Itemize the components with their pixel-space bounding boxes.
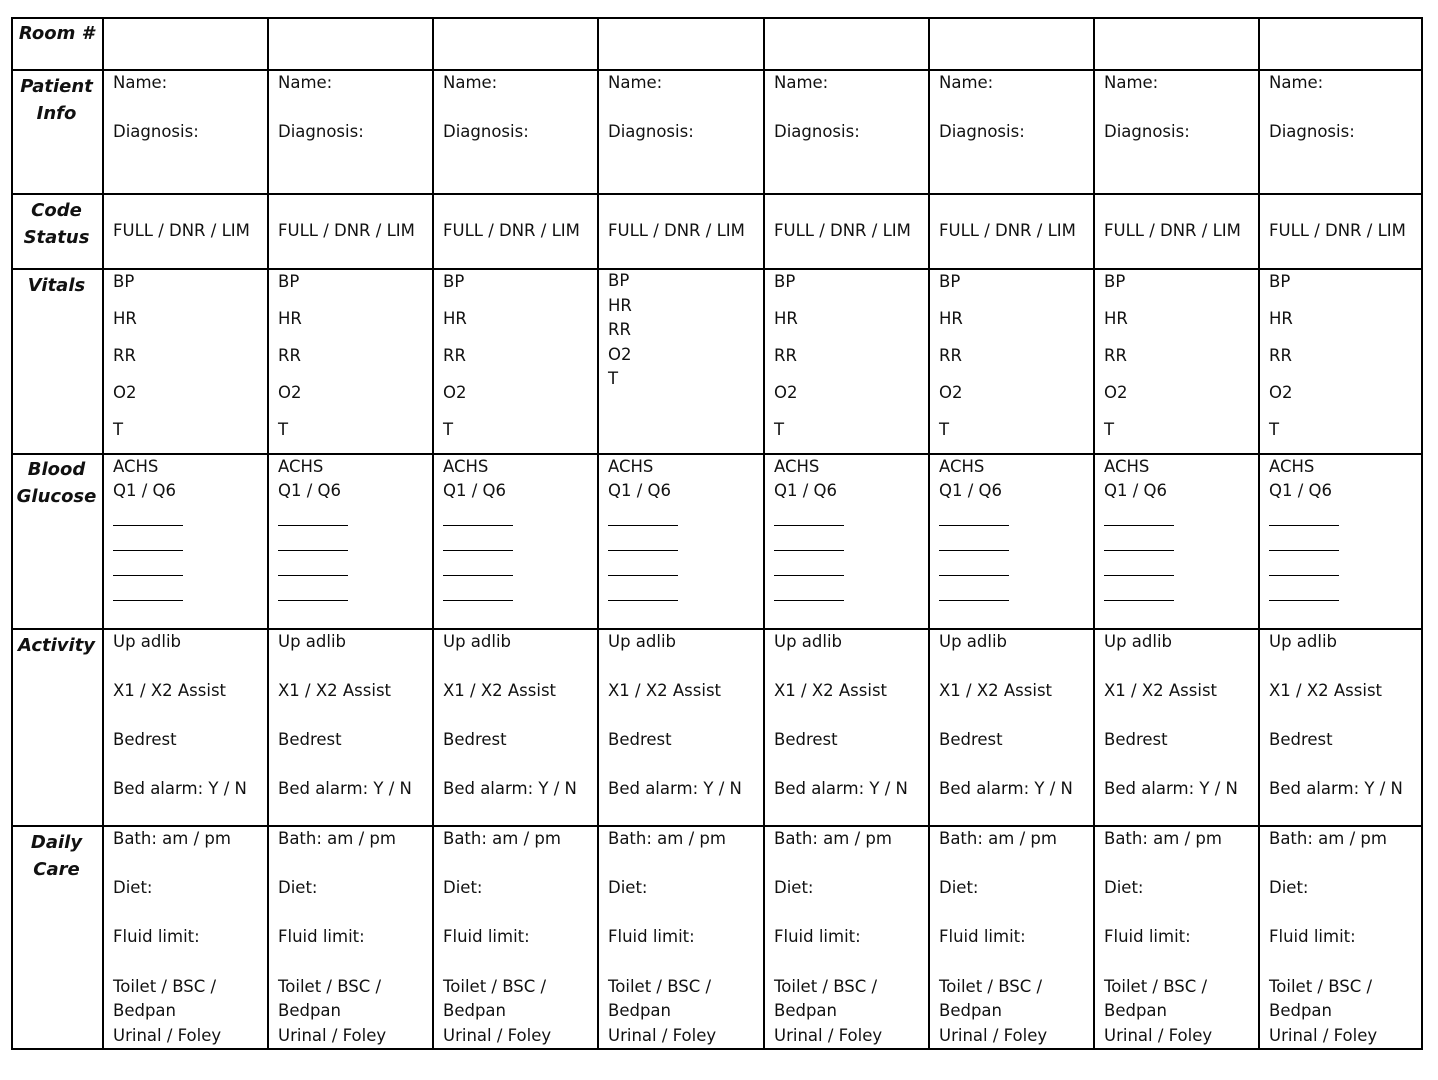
vital-rr: RR (1104, 346, 1127, 365)
vital-bp: BP (1104, 272, 1126, 291)
vital-bp: BP (1269, 272, 1291, 291)
glucose-schedule-1: Q1 / Q6 (608, 481, 672, 500)
grid-vline (597, 17, 599, 1050)
glucose-schedule-0: ACHS (113, 457, 159, 476)
grid-hline (11, 1048, 1423, 1050)
vital-hr: HR (278, 309, 302, 328)
glucose-blank-line (774, 575, 844, 576)
glucose-blank-line (608, 525, 678, 526)
name-label: Name: (939, 73, 994, 92)
vital-rr: RR (1269, 346, 1292, 365)
vital-hr: HR (774, 309, 798, 328)
daily-care-item-0: Bath: am / pm (443, 829, 561, 848)
activity-option-3: Bed alarm: Y / N (443, 779, 577, 798)
grid-vline (763, 17, 765, 1050)
grid-hline (11, 825, 1423, 827)
glucose-schedule-1: Q1 / Q6 (1104, 481, 1168, 500)
daily-care-item-1: Diet: (939, 878, 979, 897)
vital-t: T (278, 420, 289, 439)
vital-o2: O2 (1269, 383, 1293, 402)
glucose-blank-line (443, 575, 513, 576)
vital-rr: RR (443, 346, 466, 365)
activity-option-2: Bedrest (278, 730, 342, 749)
daily-care-item-5: Urinal / Foley (774, 1026, 883, 1045)
daily-care-item-2: Fluid limit: (1269, 927, 1356, 946)
code-status-options: FULL / DNR / LIM (443, 221, 580, 240)
glucose-schedule-0: ACHS (278, 457, 324, 476)
grid-hline (11, 268, 1423, 270)
vital-o2: O2 (443, 383, 467, 402)
glucose-blank-line (113, 550, 183, 551)
glucose-blank-line (278, 600, 348, 601)
glucose-blank-line (1104, 575, 1174, 576)
vital-t: T (608, 369, 619, 388)
diagnosis-label: Diagnosis: (608, 122, 694, 141)
code-status-options: FULL / DNR / LIM (278, 221, 415, 240)
activity-option-3: Bed alarm: Y / N (1269, 779, 1403, 798)
daily-care-item-3: Toilet / BSC / (939, 977, 1043, 996)
vital-o2: O2 (774, 383, 798, 402)
daily-care-item-2: Fluid limit: (278, 927, 365, 946)
activity-option-2: Bedrest (1104, 730, 1168, 749)
name-label: Name: (113, 73, 168, 92)
activity-option-1: X1 / X2 Assist (608, 681, 722, 700)
diagnosis-label: Diagnosis: (1104, 122, 1190, 141)
daily-care-item-2: Fluid limit: (774, 927, 861, 946)
patient-report-sheet (11, 17, 1423, 1050)
name-label: Name: (443, 73, 498, 92)
daily-care-item-2: Fluid limit: (113, 927, 200, 946)
grid-hline (11, 69, 1423, 71)
diagnosis-label: Diagnosis: (1269, 122, 1355, 141)
activity-option-1: X1 / X2 Assist (278, 681, 392, 700)
daily-care-item-1: Diet: (774, 878, 814, 897)
glucose-blank-line (113, 525, 183, 526)
activity-option-2: Bedrest (1269, 730, 1333, 749)
glucose-schedule-1: Q1 / Q6 (939, 481, 1003, 500)
glucose-blank-line (608, 600, 678, 601)
daily-care-item-2: Fluid limit: (1104, 927, 1191, 946)
activity-option-0: Up adlib (1269, 632, 1338, 651)
activity-option-3: Bed alarm: Y / N (278, 779, 412, 798)
glucose-blank-line (1104, 550, 1174, 551)
glucose-blank-line (443, 600, 513, 601)
vital-bp: BP (774, 272, 796, 291)
activity-option-3: Bed alarm: Y / N (939, 779, 1073, 798)
daily-care-item-3: Toilet / BSC / (1104, 977, 1208, 996)
vital-hr: HR (939, 309, 963, 328)
daily-care-item-1: Diet: (443, 878, 483, 897)
grid-vline (1421, 17, 1423, 1050)
grid-vline (102, 17, 104, 1050)
daily-care-item-5: Urinal / Foley (939, 1026, 1048, 1045)
vital-t: T (774, 420, 785, 439)
vital-rr: RR (939, 346, 962, 365)
row-header-code-status (11, 197, 102, 251)
name-label: Name: (608, 73, 663, 92)
activity-option-1: X1 / X2 Assist (1104, 681, 1218, 700)
code-status-options: FULL / DNR / LIM (1269, 221, 1406, 240)
glucose-blank-line (278, 550, 348, 551)
code-status-options: FULL / DNR / LIM (939, 221, 1076, 240)
grid-hline (11, 628, 1423, 630)
glucose-blank-line (608, 550, 678, 551)
daily-care-item-5: Urinal / Foley (1104, 1026, 1213, 1045)
glucose-blank-line (939, 575, 1009, 576)
vital-bp: BP (278, 272, 300, 291)
vital-rr: RR (113, 346, 136, 365)
glucose-schedule-0: ACHS (608, 457, 654, 476)
row-header-line: Activity (17, 635, 96, 656)
row-header-line: Glucose (16, 486, 97, 507)
activity-option-0: Up adlib (774, 632, 843, 651)
row-header-room (11, 20, 102, 47)
daily-care-item-2: Fluid limit: (939, 927, 1026, 946)
daily-care-item-4: Bedpan (443, 1001, 506, 1020)
activity-option-1: X1 / X2 Assist (113, 681, 227, 700)
vital-t: T (443, 420, 454, 439)
code-status-options: FULL / DNR / LIM (608, 221, 745, 240)
glucose-blank-line (113, 575, 183, 576)
vital-o2: O2 (113, 383, 137, 402)
name-label: Name: (774, 73, 829, 92)
row-header-line: Daily (30, 832, 83, 853)
daily-care-item-2: Fluid limit: (608, 927, 695, 946)
vital-hr: HR (443, 309, 467, 328)
daily-care-item-0: Bath: am / pm (113, 829, 231, 848)
code-status-options: FULL / DNR / LIM (774, 221, 911, 240)
activity-option-2: Bedrest (939, 730, 1003, 749)
vital-hr: HR (1269, 309, 1293, 328)
activity-option-1: X1 / X2 Assist (774, 681, 888, 700)
daily-care-item-5: Urinal / Foley (278, 1026, 387, 1045)
daily-care-item-0: Bath: am / pm (939, 829, 1057, 848)
daily-care-item-0: Bath: am / pm (1269, 829, 1387, 848)
activity-option-0: Up adlib (939, 632, 1008, 651)
vital-t: T (1104, 420, 1115, 439)
activity-option-3: Bed alarm: Y / N (113, 779, 247, 798)
daily-care-item-3: Toilet / BSC / (774, 977, 878, 996)
daily-care-item-1: Diet: (278, 878, 318, 897)
glucose-blank-line (278, 575, 348, 576)
row-header-line: Care (33, 859, 80, 880)
grid-vline (432, 17, 434, 1050)
glucose-schedule-0: ACHS (939, 457, 985, 476)
row-header-blood-glucose (11, 456, 102, 510)
vital-t: T (939, 420, 950, 439)
activity-option-2: Bedrest (608, 730, 672, 749)
grid-hline (11, 193, 1423, 195)
grid-vline (267, 17, 269, 1050)
vital-t: T (1269, 420, 1280, 439)
vital-o2: O2 (278, 383, 302, 402)
daily-care-item-4: Bedpan (1269, 1001, 1332, 1020)
vital-hr: HR (1104, 309, 1128, 328)
daily-care-item-0: Bath: am / pm (1104, 829, 1222, 848)
glucose-blank-line (1269, 550, 1339, 551)
row-header-line: Info (36, 103, 77, 124)
vital-bp: BP (443, 272, 465, 291)
row-header-line: Blood (27, 459, 86, 480)
activity-option-0: Up adlib (443, 632, 512, 651)
glucose-blank-line (443, 550, 513, 551)
daily-care-item-5: Urinal / Foley (113, 1026, 222, 1045)
daily-care-item-0: Bath: am / pm (774, 829, 892, 848)
grid-vline (11, 17, 13, 1050)
daily-care-item-1: Diet: (1269, 878, 1309, 897)
daily-care-item-0: Bath: am / pm (278, 829, 396, 848)
daily-care-item-4: Bedpan (1104, 1001, 1167, 1020)
glucose-blank-line (774, 600, 844, 601)
code-status-options: FULL / DNR / LIM (1104, 221, 1241, 240)
daily-care-item-5: Urinal / Foley (443, 1026, 552, 1045)
daily-care-item-1: Diet: (1104, 878, 1144, 897)
activity-option-2: Bedrest (113, 730, 177, 749)
grid-hline (11, 17, 1423, 19)
daily-care-item-5: Urinal / Foley (1269, 1026, 1378, 1045)
daily-care-item-1: Diet: (608, 878, 648, 897)
vital-t: T (113, 420, 124, 439)
code-status-options: FULL / DNR / LIM (113, 221, 250, 240)
row-header-line: Code (31, 200, 82, 221)
diagnosis-label: Diagnosis: (939, 122, 1025, 141)
vital-bp: BP (113, 272, 135, 291)
row-header-line: Patient (20, 76, 93, 97)
daily-care-item-4: Bedpan (774, 1001, 837, 1020)
glucose-blank-line (1104, 600, 1174, 601)
glucose-blank-line (939, 525, 1009, 526)
grid-hline (11, 453, 1423, 455)
row-header-line: Room # (18, 23, 95, 44)
glucose-blank-line (1269, 575, 1339, 576)
vital-o2: O2 (939, 383, 963, 402)
name-label: Name: (278, 73, 333, 92)
vital-o2: O2 (608, 344, 632, 364)
glucose-blank-line (1269, 525, 1339, 526)
glucose-blank-line (608, 575, 678, 576)
activity-option-3: Bed alarm: Y / N (1104, 779, 1238, 798)
glucose-blank-line (1104, 525, 1174, 526)
vital-o2: O2 (1104, 383, 1128, 402)
vital-bp: BP (939, 272, 961, 291)
row-header-vitals (11, 272, 102, 299)
daily-care-item-1: Diet: (113, 878, 153, 897)
glucose-blank-line (1269, 600, 1339, 601)
glucose-schedule-0: ACHS (1269, 457, 1315, 476)
activity-option-2: Bedrest (443, 730, 507, 749)
glucose-blank-line (278, 525, 348, 526)
name-label: Name: (1269, 73, 1324, 92)
daily-care-item-3: Toilet / BSC / (1269, 977, 1373, 996)
grid-vline (928, 17, 930, 1050)
daily-care-item-5: Urinal / Foley (608, 1026, 717, 1045)
diagnosis-label: Diagnosis: (774, 122, 860, 141)
activity-option-0: Up adlib (608, 632, 677, 651)
daily-care-item-0: Bath: am / pm (608, 829, 726, 848)
activity-option-0: Up adlib (1104, 632, 1173, 651)
activity-option-1: X1 / X2 Assist (939, 681, 1053, 700)
diagnosis-label: Diagnosis: (278, 122, 364, 141)
glucose-blank-line (939, 600, 1009, 601)
vital-rr: RR (608, 320, 631, 339)
activity-option-1: X1 / X2 Assist (1269, 681, 1383, 700)
daily-care-item-4: Bedpan (608, 1001, 671, 1020)
vital-hr: HR (113, 309, 137, 328)
glucose-schedule-0: ACHS (774, 457, 820, 476)
daily-care-item-3: Toilet / BSC / (608, 977, 712, 996)
diagnosis-label: Diagnosis: (113, 122, 199, 141)
vital-bp: BP (608, 271, 630, 290)
grid-vline (1093, 17, 1095, 1050)
vital-rr: RR (774, 346, 797, 365)
glucose-schedule-1: Q1 / Q6 (1269, 481, 1333, 500)
daily-care-item-2: Fluid limit: (443, 927, 530, 946)
glucose-blank-line (113, 600, 183, 601)
daily-care-item-4: Bedpan (939, 1001, 1002, 1020)
glucose-blank-line (774, 550, 844, 551)
grid-vline (1258, 17, 1260, 1050)
activity-option-0: Up adlib (113, 632, 182, 651)
row-header-daily-care (11, 829, 102, 883)
daily-care-item-4: Bedpan (113, 1001, 176, 1020)
glucose-schedule-1: Q1 / Q6 (774, 481, 838, 500)
glucose-schedule-0: ACHS (1104, 457, 1150, 476)
activity-option-1: X1 / X2 Assist (443, 681, 557, 700)
activity-option-3: Bed alarm: Y / N (608, 779, 742, 798)
daily-care-item-3: Toilet / BSC / (443, 977, 547, 996)
activity-option-0: Up adlib (278, 632, 347, 651)
glucose-blank-line (774, 525, 844, 526)
vital-rr: RR (278, 346, 301, 365)
glucose-blank-line (443, 525, 513, 526)
activity-option-3: Bed alarm: Y / N (774, 779, 908, 798)
row-header-line: Vitals (27, 275, 86, 296)
glucose-blank-line (939, 550, 1009, 551)
daily-care-item-3: Toilet / BSC / (278, 977, 382, 996)
activity-option-2: Bedrest (774, 730, 838, 749)
row-header-activity (11, 632, 102, 659)
row-header-patient-info (11, 73, 102, 127)
name-label: Name: (1104, 73, 1159, 92)
glucose-schedule-1: Q1 / Q6 (443, 481, 507, 500)
daily-care-item-4: Bedpan (278, 1001, 341, 1020)
daily-care-item-3: Toilet / BSC / (113, 977, 217, 996)
vital-hr: HR (608, 295, 632, 315)
glucose-schedule-1: Q1 / Q6 (278, 481, 342, 500)
glucose-schedule-1: Q1 / Q6 (113, 481, 177, 500)
row-header-line: Status (23, 227, 90, 248)
diagnosis-label: Diagnosis: (443, 122, 529, 141)
glucose-schedule-0: ACHS (443, 457, 489, 476)
